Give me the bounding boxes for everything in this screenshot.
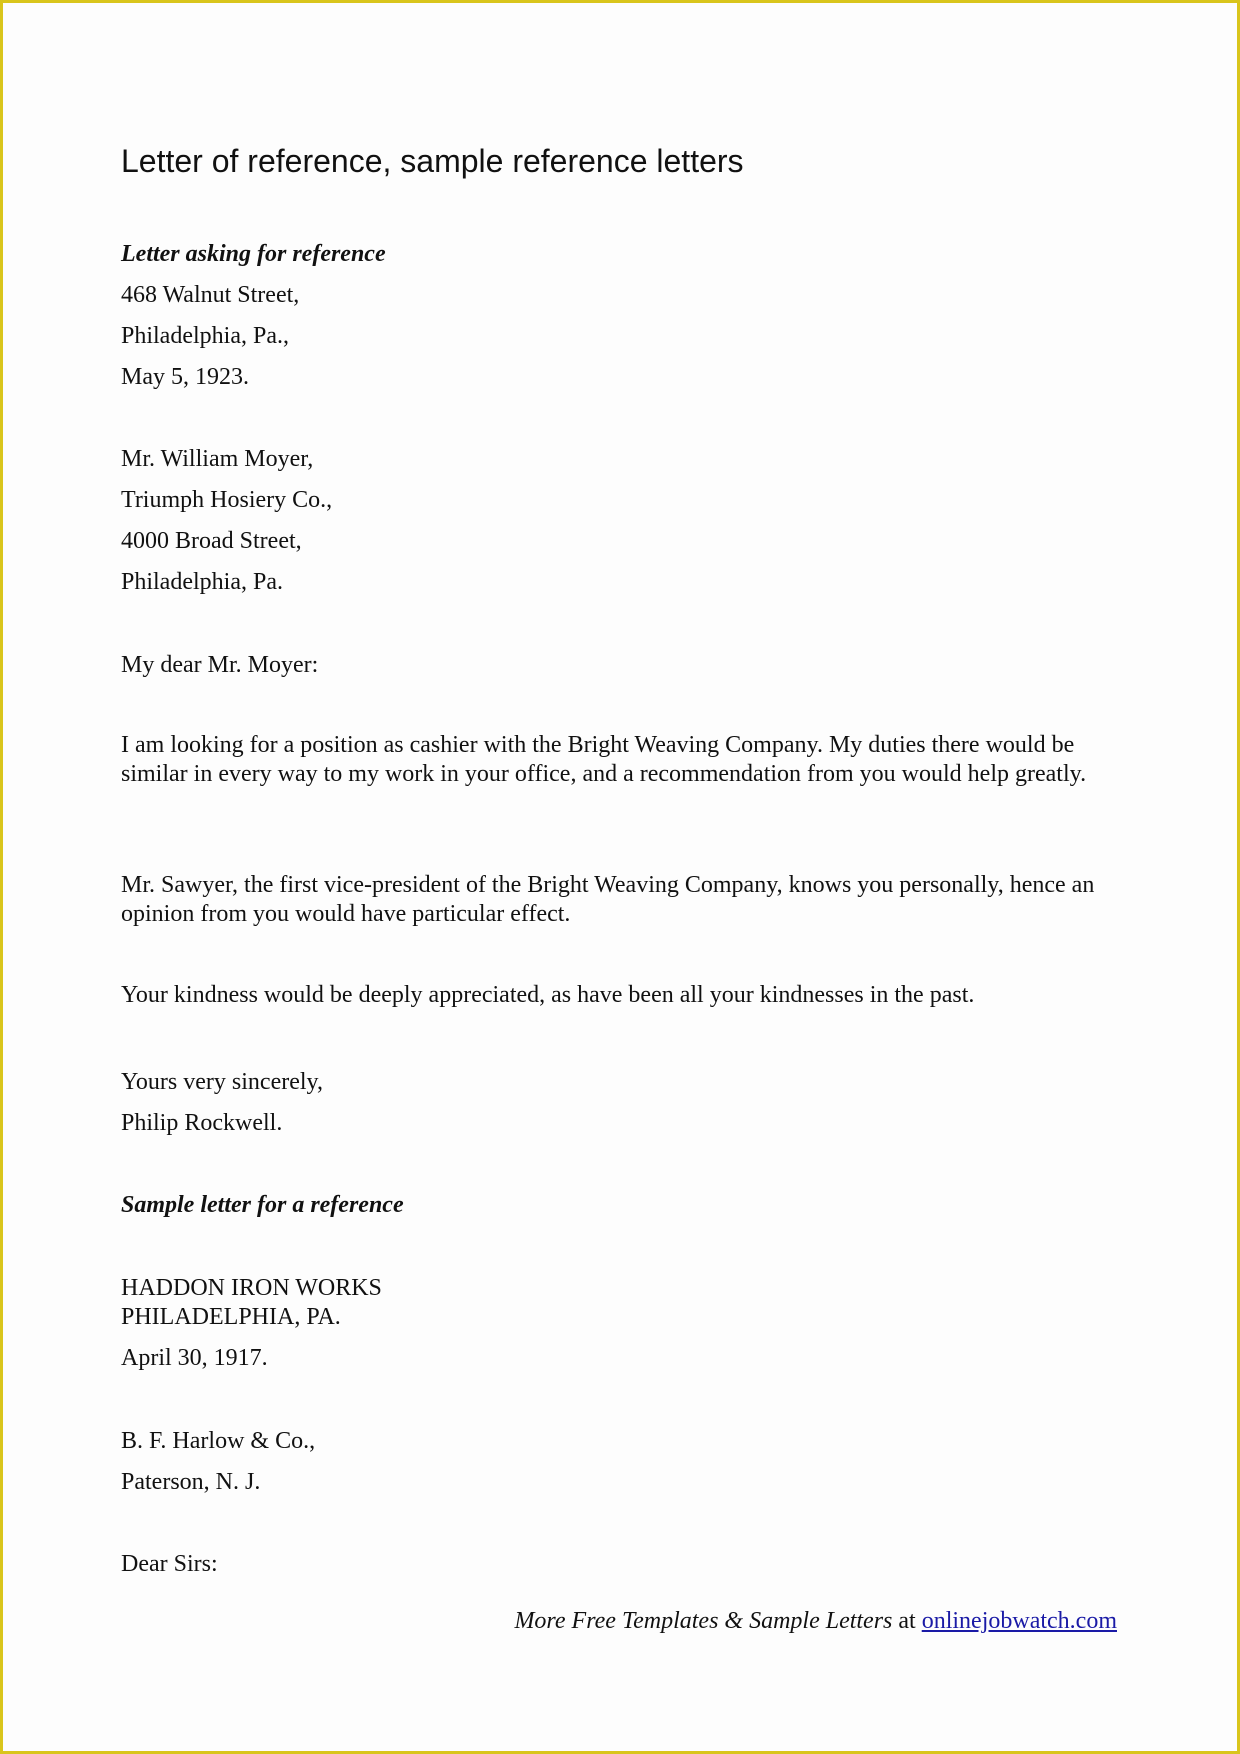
letter2-recipient-line-2: Paterson, N. J. — [121, 1469, 261, 1495]
body-paragraph-3: Your kindness would be deeply appreciated, as have been all your kindnesses in the past. — [121, 982, 975, 1008]
signature: Philip Rockwell. — [121, 1110, 283, 1136]
footer-connector: at — [898, 1608, 916, 1634]
footer — [514, 1609, 1117, 1633]
letter2-salutation: Dear Sirs: — [121, 1551, 218, 1577]
salutation: My dear Mr. Moyer: — [121, 652, 319, 678]
recipient-address-line-3: 4000 Broad Street, — [121, 528, 302, 554]
sender-date: May 5, 1923. — [121, 364, 249, 390]
letterhead-line-1: HADDON IRON WORKS — [121, 1275, 382, 1301]
recipient-address-line-4: Philadelphia, Pa. — [121, 569, 283, 595]
sender-address-line-2: Philadelphia, Pa., — [121, 323, 289, 349]
closing: Yours very sincerely, — [121, 1069, 323, 1095]
recipient-address-line-1: Mr. William Moyer, — [121, 446, 314, 472]
footer-text: More Free Templates & Sample Letters — [514, 1608, 893, 1634]
letter1-heading: Letter asking for reference — [121, 241, 386, 267]
page-title: Letter of reference, sample reference letters — [121, 143, 744, 179]
sender-address-line-1: 468 Walnut Street, — [121, 282, 300, 308]
letterhead-line-2: PHILADELPHIA, PA. — [121, 1304, 341, 1330]
recipient-address-line-2: Triumph Hosiery Co., — [121, 487, 333, 513]
body-paragraph-1: I am looking for a position as cashier with the Bright Weaving Company. My duties there would be similar in every way to my work in your office, and a recommendation from you would help greatly. — [121, 732, 1087, 787]
letter2-recipient-line-1: B. F. Harlow & Co., — [121, 1428, 316, 1454]
letter2-heading: Sample letter for a reference — [121, 1192, 404, 1218]
footer-link[interactable]: onlinejobwatch.com — [921, 1608, 1117, 1634]
letter2-date: April 30, 1917. — [121, 1345, 268, 1371]
body-paragraph-2: Mr. Sawyer, the first vice-president of the Bright Weaving Company, knows you personally, hence an opinion from you would have particular effect. — [121, 872, 1095, 927]
